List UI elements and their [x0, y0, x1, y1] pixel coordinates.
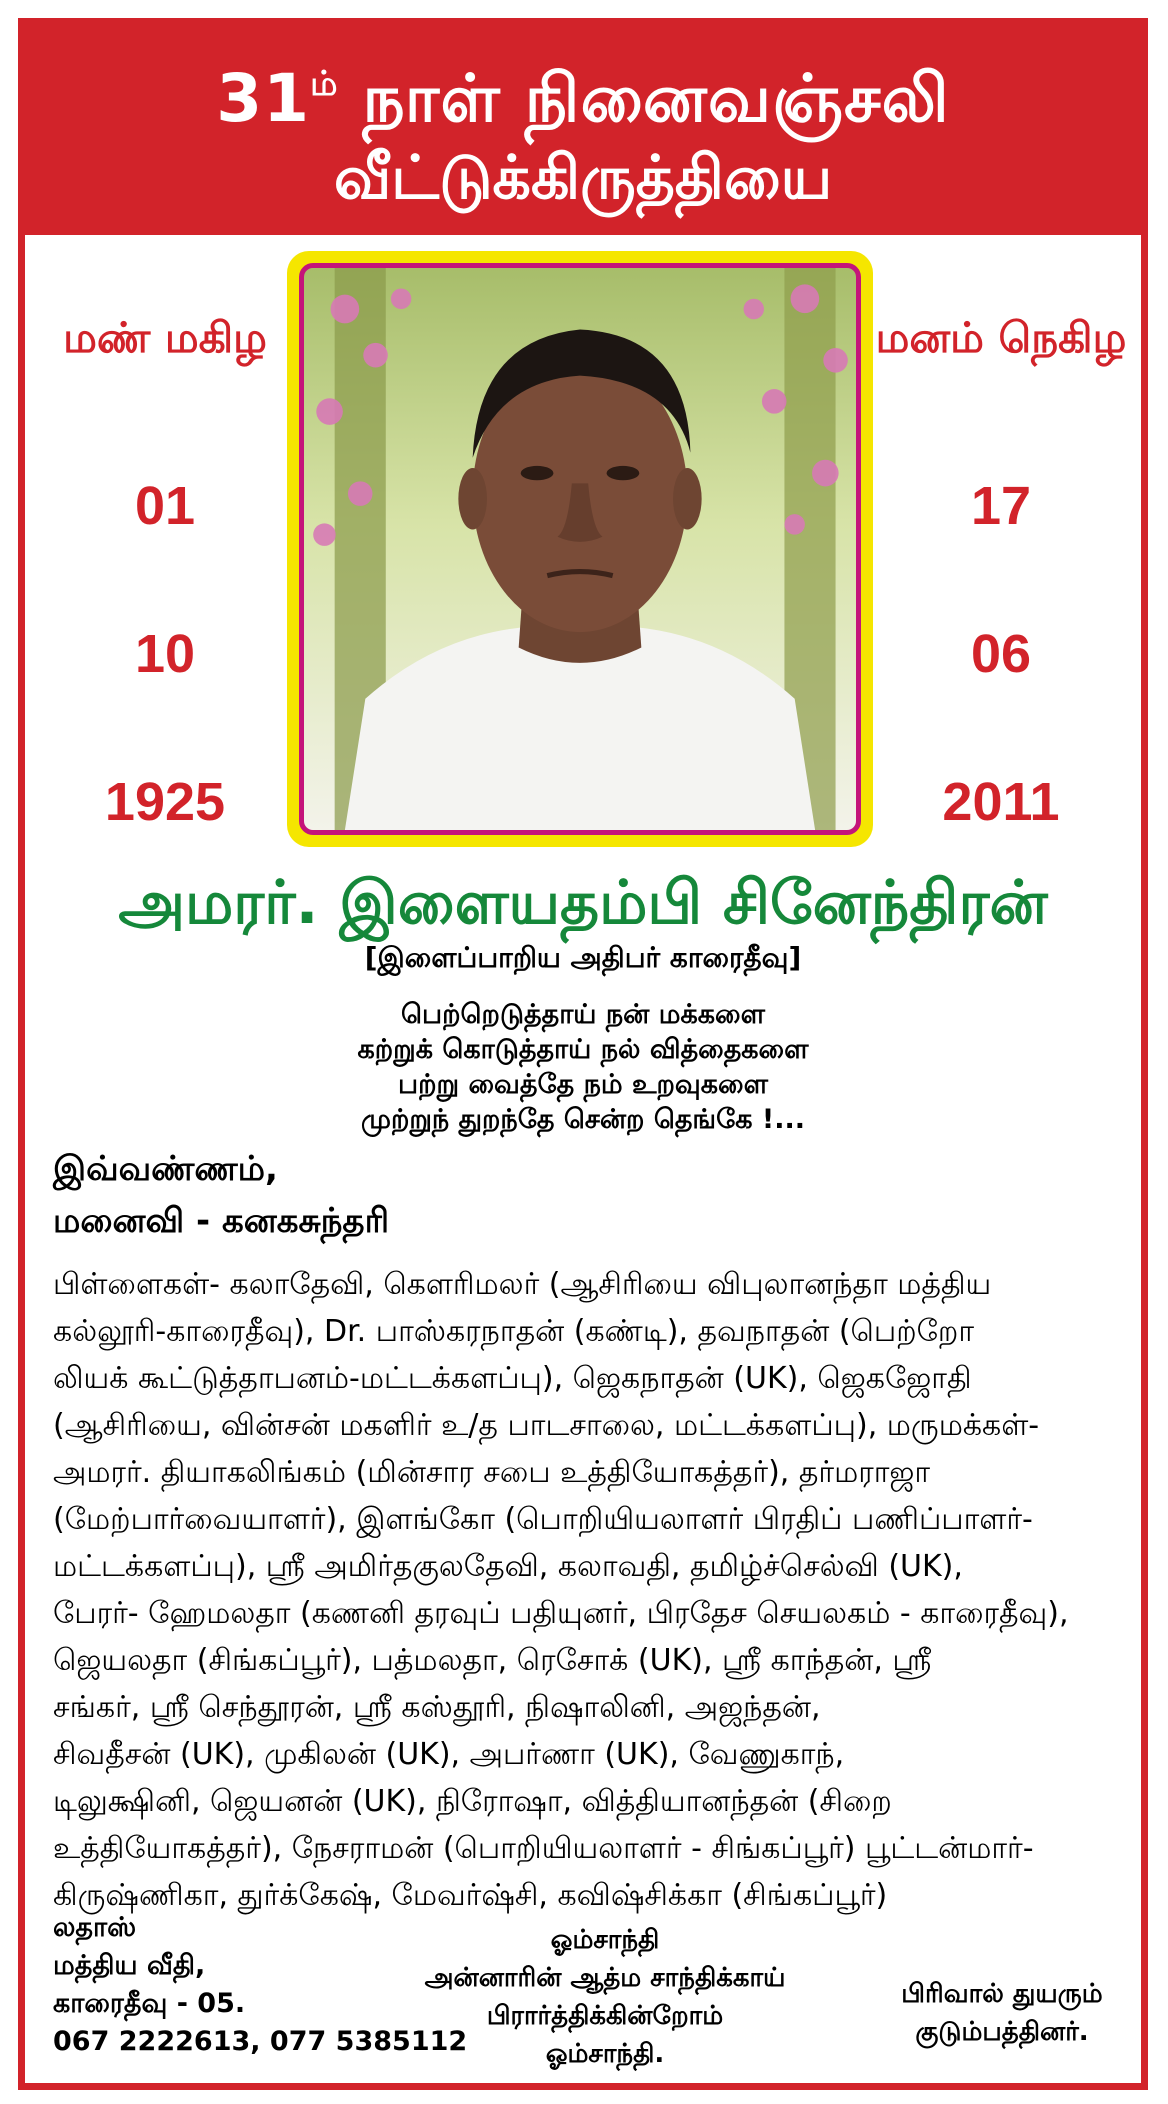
prayer-line: அன்னாரின் ஆத்ம சாந்திக்காய் [424, 1963, 786, 1993]
family-line: லியக் கூட்டுத்தாபனம்-மட்டக்களப்பு), ஜெகநாதன் (UK), ஜெகஜோதி [53, 1361, 972, 1396]
signoff-line: குடும்பத்தினர். [915, 2017, 1089, 2047]
signoff-line: பிரிவால் துயரும் [901, 1979, 1103, 2009]
family-line: கிருஷ்ணிகா, துர்க்கேஷ், மேவர்ஷ்சி, கவிஷ்சிக்கா (சிங்கப்பூர்) [53, 1878, 888, 1913]
poem [25, 997, 1141, 1137]
family-line: ஜெயலதா (சிங்கப்பூர்), பத்மலதா, ரெசோக் (UK), ஸ்ரீ காந்தன், ஸ்ரீ [53, 1643, 932, 1678]
right-eye [607, 466, 640, 480]
right-ear [673, 468, 702, 530]
banner-title [25, 39, 1141, 144]
death-year: 2011 [942, 772, 1060, 832]
banner-subtitle: வீட்டுக்கிருத்தியை [333, 143, 833, 213]
contact-phones: 067 2222613, 077 5385112 [53, 2026, 468, 2057]
left-eye [521, 466, 554, 480]
poem-line: பெற்றெடுத்தாய் நன் மக்களை [401, 999, 765, 1030]
portrait-frame [287, 251, 873, 847]
prayer-line: ஓம்சாந்தி [550, 1925, 660, 1955]
title-banner [25, 25, 1141, 235]
family-line: (ஆசிரியை, வின்சன் மகளிர் உ/த பாடசாலை, மட்டக்களப்பு), மருமக்கள்- [53, 1408, 1040, 1443]
contact-street: மத்திய வீதி, [53, 1950, 206, 1981]
family-line: கல்லூரி-காரைதீவு), Dr. பாஸ்கரநாதன் (கண்டி), தவநாதன் (பெற்றோ [53, 1314, 975, 1349]
intro [53, 1143, 389, 1247]
prayer-block [405, 1921, 805, 2073]
banner-suffix: ம் [310, 64, 339, 104]
banner-number: 31 [216, 60, 311, 137]
family-line: சிவதீசன் (UK), முகிலன் (UK), அபர்ணா (UK), வேணுகாந், [53, 1737, 845, 1772]
prayer-line: பிரார்த்திக்கின்றோம் [486, 2001, 724, 2031]
family-line: பிள்ளைகள்- கலாதேவி, கௌரிமலர் (ஆசிரியை விபுலானந்தா மத்திய [53, 1267, 992, 1302]
family-line: உத்தியோகத்தர்), நேசராமன் (பொறியியலாளர் - சிங்கப்பூர்) பூட்டன்மார்- [53, 1831, 1034, 1866]
banner-title-text: நாள் நினைவஞ்சலி [362, 60, 950, 137]
left-ear [458, 468, 487, 530]
family-line: டிலுக்ஷினி, ஜெயனன் (UK), நிரோஷா, வித்தியானந்தன் (சிறை [53, 1784, 892, 1819]
birth-day: 01 [134, 476, 196, 536]
contact-name: லதாஸ் [53, 1912, 137, 1943]
contact-town: காரைதீவு - 05. [53, 1988, 246, 2019]
family-line: (மேற்பார்வையாளர்), இளங்கோ (பொறியியலாளர் பிரதிப் பணிப்பாளர்- [53, 1502, 1033, 1537]
wife-line: மனைவி - கனகசுந்தரி [53, 1201, 390, 1241]
portrait-illustration [304, 268, 856, 830]
poem-line: பற்று வைத்தே நம் உறவுகளை [398, 1069, 768, 1100]
poem-line: முற்றுந் துறந்தே சென்ற தெங்கே !... [360, 1104, 806, 1135]
birth-year: 1925 [104, 772, 226, 832]
family-line: அமரர். தியாகலிங்கம் (மின்சார சபை உத்தியோகத்தர்), தர்மராஜா [53, 1455, 931, 1490]
family-line: சங்கர், ஸ்ரீ செந்தூரன், ஸ்ரீ கஸ்தூரி, நிஷாலினி, அஜந்தன், [53, 1690, 821, 1725]
death-day: 17 [970, 476, 1032, 536]
family-line: மட்டக்களப்பு), ஸ்ரீ அமிர்தகுலதேவி, கலாவதி, தமிழ்ச்செல்வி (UK), [53, 1549, 963, 1584]
death-month: 06 [970, 624, 1032, 684]
family-list [53, 1261, 1125, 1919]
deceased-title: [இளைப்பாறிய அதிபர் காரைதீவு] [364, 941, 802, 974]
family-signoff [877, 1975, 1127, 2051]
birth-month: 10 [134, 624, 196, 684]
prayer-line: ஓம்சாந்தி. [545, 2039, 665, 2069]
deceased-name: அமரர். இளையதம்பி சினேந்திரன் [118, 868, 1048, 938]
poem-line: கற்றுக் கொடுத்தாய் நல் வித்தைகளை [357, 1034, 809, 1065]
right-motto: மனம் நெகிழ [875, 313, 1127, 362]
left-motto: மண் மகிழ [63, 313, 267, 362]
memorial-notice [18, 18, 1148, 2090]
portrait-photo [299, 263, 861, 835]
intro-line: இவ்வண்ணம், [53, 1149, 278, 1189]
family-line: பேரர்- ஹேமலதா (கணனி தரவுப் பதியுனர், பிரதேச செயலகம் - காரைதீவு), [53, 1596, 1069, 1631]
